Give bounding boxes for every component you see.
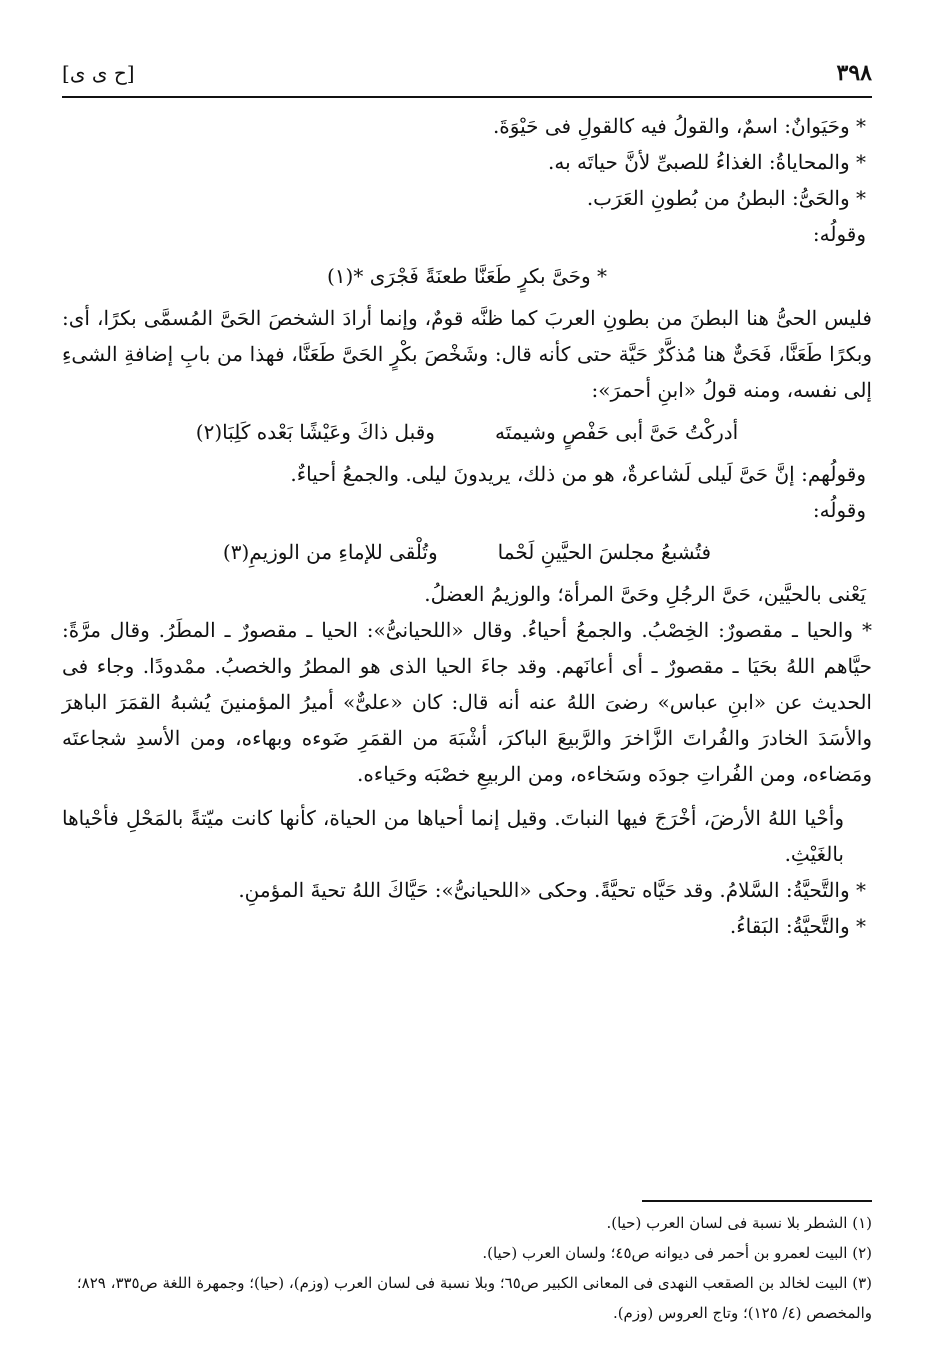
- entry-hayawan: * وحَيَوانٌ: اسمٌ، والقولُ فيه كالقولِ فى حَيْوَةَ.: [492, 114, 866, 138]
- entry-hayy: * والحَىُّ: البطنُ من بُطونِ العَرَب.: [586, 186, 866, 210]
- paragraph-explanation: فليس الحىُّ هنا البطنَ من بطونِ العربَ كما ظنَّه قومٌ، وإنما أرادَ الشخصَ الحَىَّ المُسمَّى بكرًا، أى: وبكرًا طَعَنَّا، فَحَىٌّ هنا مُذكَّرٌ حَيَّة حتى كأنه قال: وشَخْصَ بكْرٍ الحَىَّ طَعَنَّا، فهذا من بابِ إضافةِ الشىءِ إلى نفسه، ومنه قولُ «ابنِ أحمرَ»:: [62, 306, 872, 402]
- paragraph-ahya: وأحْيا اللهُ الأرضَ، أخْرَجَ فيها النباتَ. وقيل إنما أحياها من الحياة، كأنها كانت ميّتةً بالمَحْلِ فأحْياها بالغَيْثِ.: [62, 806, 844, 866]
- root-label: [ح ى ى]: [62, 61, 135, 85]
- verse-3-first-hemistich: فتُشبعُ مجلسَ الحيَّينِ لَحْما: [497, 540, 712, 564]
- footnote-divider: [642, 1200, 872, 1202]
- page-number: ٣٩٨: [836, 60, 872, 86]
- header-divider: [62, 96, 872, 98]
- verse-3: [62, 528, 872, 576]
- footnote-2: (٢) البيت لعمرو بن أحمر فى ديوانه ص٤٥؛ ولسان العرب (حيا).: [482, 1244, 872, 1262]
- page-header: [62, 56, 872, 90]
- verse-3-second-hemistich: وتُلْقى للإماءِ من الوزيمِ(٣): [222, 540, 438, 564]
- quote-intro-2: وقولُه:: [812, 498, 866, 522]
- spacer: [62, 792, 872, 800]
- quote-intro: وقولُه:: [812, 222, 866, 246]
- main-text: [62, 108, 872, 944]
- entry-tahiyya-1: * والتَّحيَّةُ: السَّلامُ. وقد حَيَّاه تحيَّةً. وحكى «اللحيانىُّ»: حَيَّاكَ اللهُ تحيةَ المؤمنِ.: [238, 878, 866, 902]
- entry-tahiyya-2: * والتَّحيَّةُ: البَقاءُ.: [729, 914, 866, 938]
- entry-haya: * والحيا ـ مقصورٌ: الخِصْبُ. والجمعُ أحياءُ. وقال «اللحيانىُّ»: الحيا ـ مقصورٌ ـ المطَرُ. وقال مرَّةً: حيَّاهم اللهُ بحَيَا ـ مقصورٌ ـ أى أعانَهم. وقد جاءَ الحيا الذى هو المطرُ والخصبُ. ممْدودًا. وجاء فى الحديث عن «ابنِ عباس» رضىَ اللهُ عنه أنه قال: كان «علىٌّ» أميرُ المؤمنينَ يُشبهُ القمَرَ الباهرَ والأسَدَ الخادرَ والفُراتَ الزَّاخرَ والرَّبيعَ الباكرَ، أشْبَهَ من القمَرِ ضَوءه وبهاءه، ومن الأسدِ شجاعتَه ومَضاءه، ومن الفُراتِ جودَه وسَخاءه، ومن الربيعِ خصْبَه وحَياءه.: [62, 618, 872, 786]
- verse-2-first-hemistich: أدركْتُ حَىَّ أبى حَفْصٍ وشيمتَه: [494, 420, 739, 444]
- verse-2-second-hemistich: وقبل ذاكَ وعَيْشًا بَعْده كَلِبَا(٢): [195, 420, 435, 444]
- verse-1: * وحَىَّ بكرٍ طَعَنَّا طعنَةً فَجْرَى *(١): [326, 264, 608, 288]
- entry-muhayat: * والمحاياةُ: الغذاءُ للصبىِّ لأنَّ حياتَه به.: [548, 150, 866, 174]
- footnote-1: (١) الشطر بلا نسبة فى لسان العرب (حيا).: [606, 1214, 872, 1232]
- paragraph-layla: وقولُهم: إنَّ حَىَّ لَيلى لَشاعرةٌ، هو من ذلك، يريدونَ ليلى. والجمعُ أحياءٌ.: [290, 462, 866, 486]
- footnote-3: (٣) البيت لخالد بن الصقعب النهدى فى المعانى الكبير ص٦٥؛ وبلا نسبة فى لسان العرب (وزم)، (حيا)؛ وجمهرة اللغة ص٣٣٥، ٨٢٩؛ والمخصص (٤/ ١٢٥)؛ وتاج العروس (وزم).: [76, 1274, 872, 1322]
- footnotes: [62, 1208, 872, 1328]
- paragraph-hayyayn: يَعْنى بالحيَّين، حَىَّ الرجُلِ وحَىَّ المرأة؛ والوزيمُ العضلُ.: [424, 582, 866, 606]
- verse-2: [62, 408, 872, 456]
